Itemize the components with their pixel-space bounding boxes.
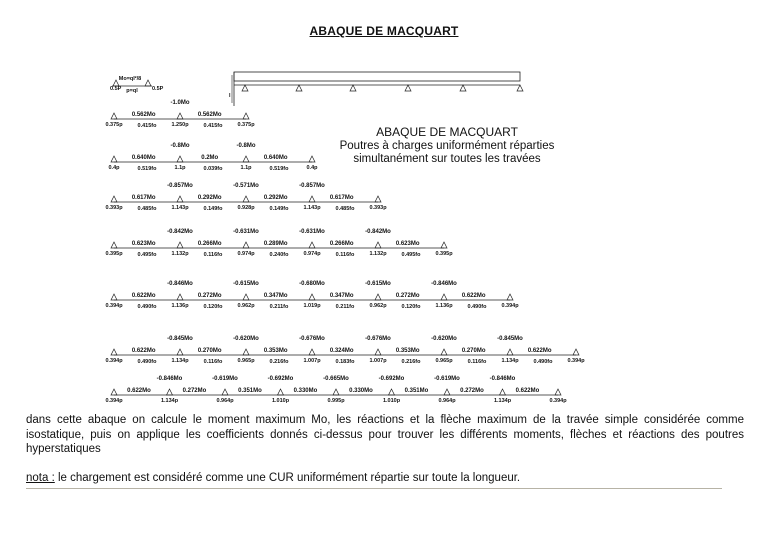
reaction-value: 1.136p [435, 303, 453, 309]
reaction-value: 0.974p [237, 251, 255, 257]
support-icon [145, 80, 151, 86]
support-icon [111, 389, 117, 395]
deflection-value: 0.116fo [335, 252, 355, 258]
support-icon [500, 389, 506, 395]
reaction-value: 1.1p [240, 165, 252, 171]
caption-heading: ABAQUE DE MACQUART [376, 125, 518, 139]
span-moment: 0.353Mo [263, 348, 288, 354]
support-moment: -0.846Mo [156, 376, 183, 382]
support-icon [441, 242, 447, 248]
reaction-value: 1.132p [369, 251, 387, 257]
support-icon [177, 156, 183, 162]
span-moment: 0.622Mo [527, 348, 552, 354]
reaction-value: 0.965p [435, 358, 453, 364]
support-icon [243, 349, 249, 355]
deflection-value: 0.120fo [203, 304, 223, 310]
span-moment: 0.622Mo [461, 293, 486, 299]
deflection-value: 0.116fo [203, 359, 223, 365]
span-moment: 0.330Mo [349, 388, 373, 394]
support-moment: -0.615Mo [365, 281, 391, 287]
reaction-value: 0.928p [237, 205, 255, 211]
reaction-value: 0.393p [105, 205, 123, 211]
deflection-value: 0.116fo [467, 359, 487, 365]
simple-beam-legend [110, 75, 164, 94]
support-moment: -0.676Mo [365, 336, 391, 342]
reaction-value: 0.4p [108, 165, 120, 171]
span-moment: 0.617Mo [329, 195, 354, 201]
span-moment: 0.622Mo [131, 348, 156, 354]
support-moment: -0.615Mo [233, 281, 259, 287]
support-moment: -0.8Mo [170, 143, 190, 149]
support-moment: -0.680Mo [299, 281, 325, 287]
reaction-value: 0.4p [306, 165, 318, 171]
support-moment: -0.619Mo [212, 376, 238, 382]
span-moment: 0.272Mo [182, 388, 207, 394]
span-moment: 0.353Mo [395, 348, 420, 354]
reaction-value: 0.974p [303, 251, 321, 257]
reaction-value: 1.250p [171, 122, 189, 128]
reaction-value: 0.964p [438, 398, 456, 404]
span-moment: 0.272Mo [197, 293, 222, 299]
support-icon [375, 196, 381, 202]
reaction-value: 1.007p [303, 358, 321, 364]
support-icon [333, 389, 339, 395]
support-icon [405, 85, 411, 91]
span-moment: 0.622Mo [131, 293, 156, 299]
span-moment: 0.623Mo [395, 241, 420, 247]
reaction-value: 0.995p [327, 398, 345, 404]
beam-row [105, 100, 255, 129]
deflection-value: 0.116fo [203, 252, 223, 258]
support-icon [375, 294, 381, 300]
span-moment: 0.289Mo [263, 241, 288, 247]
legend-load: p=ql [126, 88, 138, 94]
reaction-value: 0.964p [216, 398, 234, 404]
reaction-value: 0.393p [369, 205, 387, 211]
deflection-value: 0.149fo [203, 206, 223, 212]
deflection-value: 0.490fo [533, 359, 553, 365]
span-moment: 0.347Mo [263, 293, 288, 299]
support-icon [222, 389, 228, 395]
support-icon [243, 156, 249, 162]
beam-row [105, 336, 585, 365]
support-icon [177, 196, 183, 202]
span-moment: 0.292Mo [197, 195, 222, 201]
support-icon [242, 85, 248, 91]
reaction-value: 1.010p [271, 398, 290, 404]
support-icon [507, 294, 513, 300]
deflection-value: 0.120fo [401, 304, 421, 310]
support-icon [177, 242, 183, 248]
reaction-value: 0.394p [501, 303, 519, 309]
span-moment: 0.347Mo [329, 293, 354, 299]
description-paragraph: dans cette abaque on calcule le moment maximum Mo, les réactions et la flèche maximum de la travée simple considérée comme isostatique, puis on applique les coefficients donnés ci-dessus pour trouver les différents moments, flèches et réactions des poutres hyperstatiques [26, 414, 744, 455]
support-moment: -0.631Mo [233, 229, 259, 235]
span-moment: 0.266Mo [197, 241, 222, 247]
support-moment: -0.846Mo [431, 281, 457, 287]
span-moment: 0.272Mo [460, 388, 484, 394]
reaction-value: 1.134p [493, 398, 512, 404]
deflection-value: 0.495fo [137, 252, 157, 258]
note [26, 472, 520, 484]
span-moment: 0.562Mo [131, 112, 156, 118]
support-icon [111, 242, 117, 248]
reaction-value: 1.143p [303, 205, 321, 211]
deflection-value: 0.211fo [335, 304, 355, 310]
span-moment: 0.330Mo [293, 388, 318, 394]
deflection-value: 0.183fo [335, 359, 355, 365]
deflection-value: 0.240fo [269, 252, 289, 258]
support-moment: -0.692Mo [378, 376, 405, 382]
deflection-value: 0.519fo [137, 166, 157, 172]
reaction-value: 1.1p [174, 165, 186, 171]
support-moment: -0.631Mo [299, 229, 325, 235]
span-moment: 0.622Mo [127, 388, 151, 394]
reaction-value: 0.962p [369, 303, 387, 309]
reaction-value: 1.143p [171, 205, 189, 211]
beam-row [105, 229, 453, 258]
support-icon [243, 196, 249, 202]
reaction-value: 0.375p [237, 122, 255, 128]
support-icon [309, 294, 315, 300]
legend-formula: Mo=qI²/8 [118, 76, 142, 82]
support-moment: -1.0Mo [170, 100, 190, 106]
span-moment: 0.2Mo [201, 155, 219, 161]
note-text: le chargement est considéré comme une CUR uniformément répartie sur toute la longueur. [54, 472, 521, 484]
note-label: nota : [26, 472, 55, 484]
reaction-value: 1.019p [303, 303, 321, 309]
span-moment: 0.640Mo [131, 155, 156, 161]
deflection-value: 0.149fo [269, 206, 289, 212]
support-icon [111, 196, 117, 202]
support-moment: -0.620Mo [431, 336, 457, 342]
deflection-value: 0.490fo [137, 359, 157, 365]
reaction-value: 1.132p [171, 251, 189, 257]
deflection-value: 0.211fo [269, 304, 289, 310]
span-moment: 0.272Mo [395, 293, 420, 299]
support-moment: -0.845Mo [167, 336, 193, 342]
support-moment: -0.620Mo [233, 336, 259, 342]
support-icon [177, 349, 183, 355]
span-moment: 0.640Mo [263, 155, 288, 161]
continuous-beam-sketch [229, 72, 523, 106]
reaction-value: 1.136p [171, 303, 189, 309]
deflection-value: 0.415fo [137, 123, 157, 129]
deflection-value: 0.216fo [269, 359, 289, 365]
beam-row [108, 143, 318, 172]
support-icon [389, 389, 395, 395]
reaction-value: 1.134p [501, 358, 519, 364]
support-icon [278, 389, 284, 395]
deflection-value: 0.039fo [203, 166, 223, 172]
support-icon [243, 113, 249, 119]
deflection-value: 0.490fo [137, 304, 157, 310]
deflection-value: 0.485fo [137, 206, 157, 212]
support-moment: -0.846Mo [489, 376, 516, 382]
support-icon [243, 242, 249, 248]
support-moment: -0.845Mo [497, 336, 523, 342]
deflection-value: 0.485fo [335, 206, 355, 212]
reaction-value: 0.965p [237, 358, 255, 364]
support-moment: -0.676Mo [299, 336, 325, 342]
support-icon [177, 113, 183, 119]
reaction-value: 1.007p [369, 358, 387, 364]
span-moment: 0.622Mo [515, 388, 540, 394]
deflection-value: 0.415fo [203, 123, 223, 129]
span-moment: 0.270Mo [461, 348, 486, 354]
support-icon [111, 156, 117, 162]
support-icon [111, 294, 117, 300]
reaction-value: 0.394p [567, 358, 585, 364]
support-icon [111, 113, 117, 119]
support-moment: -0.842Mo [365, 229, 391, 235]
support-icon [309, 196, 315, 202]
support-icon [517, 85, 523, 91]
support-moment: -0.8Mo [236, 143, 256, 149]
span-moment: 0.351Mo [238, 388, 262, 394]
span-moment: 0.266Mo [329, 241, 354, 247]
span-moment: 0.270Mo [197, 348, 222, 354]
beam-row [105, 183, 387, 212]
support-icon [375, 242, 381, 248]
support-icon [441, 349, 447, 355]
support-icon [350, 85, 356, 91]
reaction-value: 0.394p [105, 358, 123, 364]
reaction-value: 0.375p [105, 122, 123, 128]
support-icon [309, 349, 315, 355]
span-moment: 0.617Mo [131, 195, 156, 201]
span-moment: 0.351Mo [404, 388, 429, 394]
span-moment: 0.324Mo [329, 348, 354, 354]
caption-line-2: simultanément sur toutes les travées [353, 153, 541, 165]
support-icon [573, 349, 579, 355]
support-moment: -0.857Mo [299, 183, 325, 189]
support-icon [177, 294, 183, 300]
support-icon [309, 242, 315, 248]
deflection-value: 0.519fo [269, 166, 289, 172]
page-title: ABAQUE DE MACQUART [309, 24, 459, 38]
legend-left-reaction: 0.5P [110, 86, 122, 92]
abacus-caption [312, 126, 582, 167]
support-icon [243, 294, 249, 300]
reaction-value: 0.962p [237, 303, 255, 309]
support-icon [507, 349, 513, 355]
beam-row [105, 281, 519, 310]
span-moment: 0.623Mo [131, 241, 156, 247]
beam-row [105, 376, 567, 404]
support-moment: -0.619Mo [434, 376, 460, 382]
support-icon [441, 294, 447, 300]
support-icon [375, 349, 381, 355]
support-icon [555, 389, 561, 395]
reaction-value: 0.394p [549, 398, 567, 404]
support-icon [460, 85, 466, 91]
support-moment: -0.842Mo [167, 229, 193, 235]
reaction-value: 0.394p [105, 398, 123, 404]
caption-line-1: Poutres à charges uniformément réparties [339, 139, 555, 152]
support-moment: -0.857Mo [167, 183, 193, 189]
support-icon [167, 389, 173, 395]
note-divider [26, 488, 722, 489]
support-moment: -0.846Mo [167, 281, 193, 287]
span-moment: 0.562Mo [197, 112, 222, 118]
support-icon [111, 349, 117, 355]
reaction-value: 0.394p [105, 303, 123, 309]
reaction-value: 0.395p [435, 251, 453, 257]
reaction-value: 1.134p [171, 358, 189, 364]
deflection-value: 0.216fo [401, 359, 421, 365]
support-moment: -0.665Mo [323, 376, 349, 382]
support-moment: -0.571Mo [233, 183, 259, 189]
reaction-value: 0.395p [105, 251, 123, 257]
support-icon [444, 389, 450, 395]
svg-text:l: l [229, 93, 231, 99]
legend-right-reaction: 0.5P [152, 86, 164, 92]
support-moment: -0.692Mo [267, 376, 294, 382]
deflection-value: 0.490fo [467, 304, 487, 310]
support-icon [296, 85, 302, 91]
reaction-value: 1.010p [382, 398, 401, 404]
reaction-value: 1.134p [160, 398, 179, 404]
span-moment: 0.292Mo [263, 195, 288, 201]
deflection-value: 0.495fo [401, 252, 421, 258]
